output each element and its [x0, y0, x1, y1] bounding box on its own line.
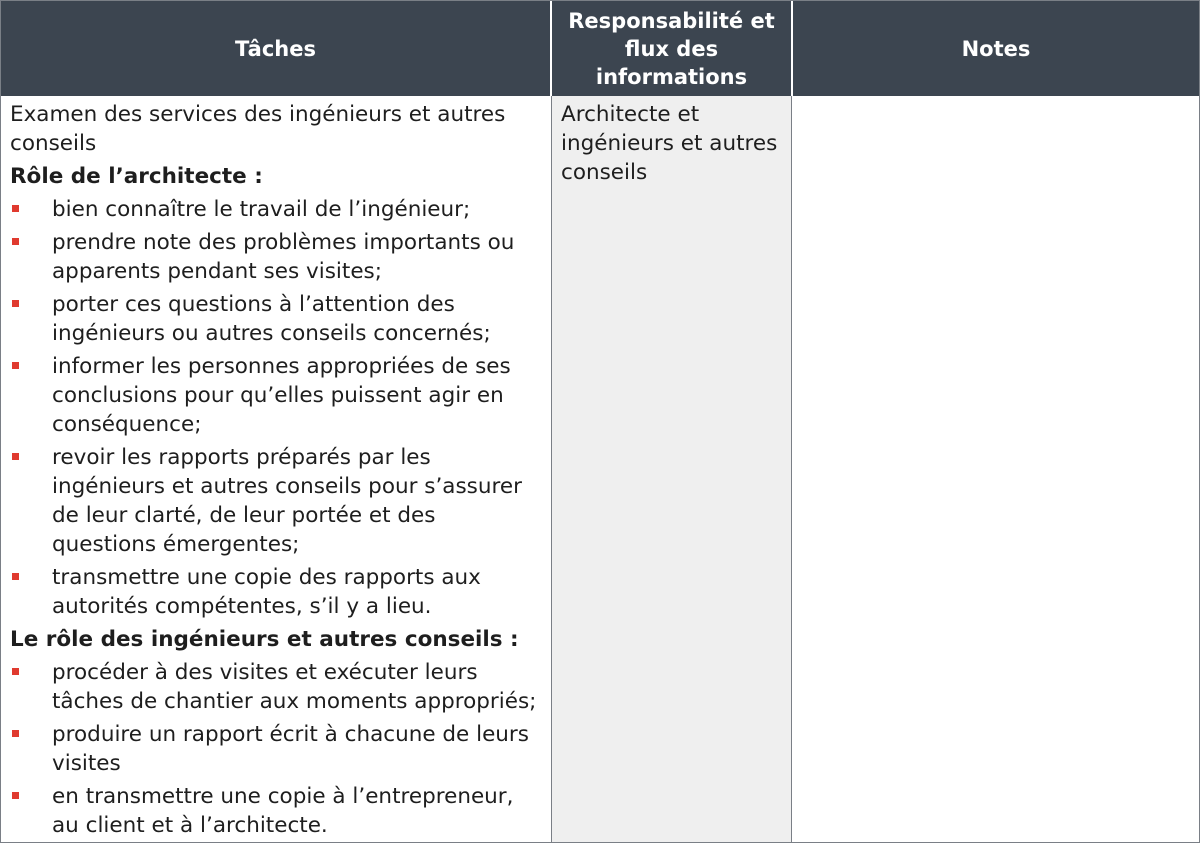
responsibility-cell [551, 96, 792, 842]
engineers-role-heading: Le rôle des ingénieurs et autres conseils : [10, 627, 519, 652]
list-item-text: en transmettre une copie à l’entrepreneur, au client et à l’architecte. [52, 784, 514, 838]
table-header-row [1, 1, 1199, 96]
notes-cell [792, 96, 1199, 842]
list-item-text: informer les personnes appropriées de ses conclusions pour qu’elles puissent agir en conséquence; [52, 354, 511, 437]
bullet-icon [12, 362, 19, 369]
header-taches: Tâches [235, 36, 316, 61]
bullet-icon [12, 238, 19, 245]
list-item [10, 228, 542, 286]
list-item-text: revoir les rapports préparés par les ingénieurs et autres conseils pour s’assurer de leur clarté, de leur portée et des questions émergentes; [52, 445, 522, 557]
bullet-icon [12, 730, 19, 737]
list-item [10, 720, 542, 778]
list-item-text: transmettre une copie des rapports aux autorités compétentes, s’il y a lieu. [52, 565, 481, 619]
bullet-icon [12, 573, 19, 580]
list-item-text: prendre note des problèmes importants ou apparents pendant ses visites; [52, 230, 515, 284]
list-item [10, 352, 542, 439]
list-item-text: bien connaître le travail de l’ingénieur; [52, 197, 471, 222]
list-item-text: porter ces questions à l’attention des ingénieurs ou autres conseils concernés; [52, 292, 491, 346]
list-item [10, 195, 542, 224]
bullet-icon [12, 453, 19, 460]
tasks-cell [1, 96, 550, 842]
header-responsabilite: Responsabilité et flux des informations [568, 8, 775, 89]
engineers-role-list [10, 658, 542, 840]
bullet-icon [12, 668, 19, 675]
bullet-icon [12, 792, 19, 799]
bullet-icon [12, 300, 19, 307]
list-item [10, 563, 542, 621]
list-item [10, 290, 542, 348]
architect-role-list [10, 195, 542, 621]
list-item-text: procéder à des visites et exécuter leurs tâches de chantier aux moments appropriés; [52, 660, 537, 714]
list-item [10, 658, 542, 716]
bullet-icon [12, 205, 19, 212]
list-item [10, 443, 542, 559]
list-item-text: produire un rapport écrit à chacune de leurs visites [52, 722, 529, 776]
list-item [10, 782, 542, 840]
task-title: Examen des services des ingénieurs et autres conseils [10, 102, 506, 156]
header-notes: Notes [961, 36, 1031, 61]
responsibility-text: Architecte et ingénieurs et autres conseils [561, 102, 778, 185]
architect-role-heading: Rôle de l’architecte : [10, 164, 263, 189]
